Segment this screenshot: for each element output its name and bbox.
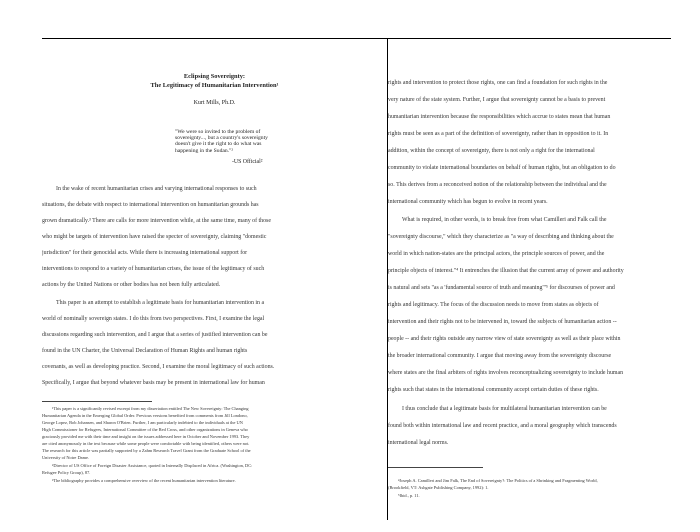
footnote-line: are cited anonymously in the text because while some people were comfortable with being identified, others were not.: [42, 441, 250, 446]
body-line: found in the UN Charter, the Universal Declaration of Human Rights and human rights: [42, 348, 248, 354]
footnote-rule: [42, 401, 152, 402]
footnote-line: ²Director of US Office of Foreign Disaster Assistance, quoted in Internally Displaced in Africa. (Washington, DC:: [52, 463, 253, 468]
body-line: humanitarian intervention because the responsibilities which accrue to states mean that human: [388, 114, 611, 120]
body-line: is natural and sets "as a 'fundamental source of truth and meaning'"⁵ for discourses of power and: [388, 285, 615, 291]
body-line: addition, within the concept of sovereignty, there is not only a right for the international: [388, 148, 595, 154]
body-line: Specifically, I argue that beyond whatever basis may be present in international law for human: [42, 380, 265, 386]
body-line: covenants, as well as developing practice. Second, I examine the moral legitimacy of such actions.: [42, 364, 275, 370]
body-line: community to violate international boundaries on behalf of human rights, but an obligation to do: [388, 165, 616, 171]
body-line: interventions to respond to a variety of humanitarian crises, the issue of the legitimacy of such: [42, 266, 265, 272]
body-line: What is required, in other words, is to break free from what Camilleri and Falk call the: [402, 217, 607, 223]
body-line: world in which nation-states are the principal actors, the principle sources of power, and the: [388, 251, 605, 257]
footnote-line: (Brookfield, VT: Ashgate Publishing Company, 1992): 1.: [388, 485, 489, 490]
body-line: rights such that states in the international community accept certain duties of these rights.: [388, 387, 599, 393]
footnote-line: Humanitarian Agenda in the Emerging Global Order. Previous versions benefited from comments from Jill Londono,: [42, 413, 248, 418]
body-line: people -- and their rights outside any narrow view of state sovereignty as well as their place within: [388, 336, 621, 342]
body-line: This paper is an attempt to establish a legitimate basis for humanitarian intervention in a: [56, 300, 265, 306]
footnote-line: ⁵Ibid., p. 11.: [398, 493, 420, 498]
footnote-line: The research for this article was partially supported by a Zahm Research Travel Grant from the Graduate School of the: [42, 448, 251, 453]
body-line: rights and intervention to protect those rights, one can find a foundation for such rights in the: [388, 80, 608, 86]
body-line: jurisdiction" for their genocidal acts. While there is increasing international support for: [42, 250, 248, 256]
body-line: who might be targets of intervention have raised the specter of sovereignty, claiming "domestic: [42, 234, 267, 240]
body-line: very nature of the state system. Further, I argue that sovereignty cannot be a basis to prevent: [388, 97, 606, 103]
footnote-line: graciously provided me with their time and insight on the issues addressed here in October and November 1993. They: [42, 434, 250, 439]
footnote-line: ³The bibliography provides a comprehensive overview of the recent humanitarian intervention literature.: [52, 478, 236, 483]
body-line: world of nominally sovereign states. I do this from two perspectives. First, I examine the legal: [42, 316, 265, 322]
footnote-line: University of Notre Dame.: [42, 455, 90, 460]
body-line: found both within international law and recent practice, and a moral geography which transcends: [388, 423, 617, 429]
footnote-line: ¹This paper is a significantly revised excerpt from my dissertation entitled The New Sovereignty: The Changing: [52, 406, 249, 411]
body-line: grown dramatically.³ There are calls for more intervention while, at the same time, many of those: [42, 218, 271, 224]
author-name: Kurt Mills, Ph.D.: [193, 100, 236, 106]
footnote-rule: [388, 467, 483, 468]
left-page: [42, 39, 387, 519]
body-line: principle objects of interest."⁴ It entrenches the illusion that the current array of power and authority: [388, 268, 624, 274]
paper-subtitle: The Legitimacy of Humanitarian Intervention¹: [150, 82, 279, 89]
footnote-line: High Commissioner for Refugees, International Committee of the Red Cross, and other organizations in Geneva who: [42, 427, 248, 432]
body-line: where states are the final arbiters of rights involves reconceptualizing sovereignty to include human: [388, 370, 624, 376]
quote-attribution: -US Official²: [232, 159, 263, 165]
footnote-line: ⁴Joseph A. Camilleri and Jim Falk, The End of Sovereignty?: The Politics of a Shrinking and Fragmenting World,: [398, 478, 598, 483]
body-line: international legal norms.: [388, 440, 449, 446]
body-line: I thus conclude that a legitimate basis for multilateral humanitarian intervention can be: [402, 406, 607, 412]
body-line: so. This derives from a reconceived notion of the relationship between the individual and the: [388, 182, 607, 188]
body-line: discussions regarding such intervention, and I argue that a series of justified intervention can be: [42, 332, 268, 338]
body-line: rights and legitimacy. The focus of the discussion needs to move from states as objects of: [388, 302, 599, 308]
body-line: the broader international community. I argue that moving away from the sovereignty discourse: [388, 353, 612, 359]
body-line: situations, the debate with respect to international intervention on humanitarian grounds has: [42, 202, 259, 208]
body-line: In the wake of recent humanitarian crises and varying international responses to such: [56, 186, 257, 192]
body-line: intervention and their rights not to be intervened in, toward the subjects of humanitarian action --: [388, 319, 617, 325]
paper-title: Eclipsing Sovereignty:: [183, 73, 246, 80]
body-line: rights must be seen as a part of the definition of sovereignty, rather than in opposition to it. In: [388, 131, 609, 137]
footnote-line: George Lopez, Bob Johansen, and Sharon O'Brien. Further, I am particularly indebted to the individuals at the UN: [42, 420, 243, 425]
body-line: actions by the United Nations or other bodies has not been fully articulated.: [42, 282, 221, 288]
body-line: "sovereignty discourse," which they characterize as "a way of describing and thinking about the: [388, 234, 614, 240]
body-line: international community which has begun to evolve in recent years.: [388, 199, 548, 205]
epigraph-quote: "We were so invited to the problem of sovereignty..., but a country's sovereignty doesn't give it the right to do what was happening in the Sudan."²: [175, 129, 268, 154]
right-page: [388, 39, 671, 519]
footnote-line: Refugee Policy Group), 87.: [42, 470, 91, 475]
